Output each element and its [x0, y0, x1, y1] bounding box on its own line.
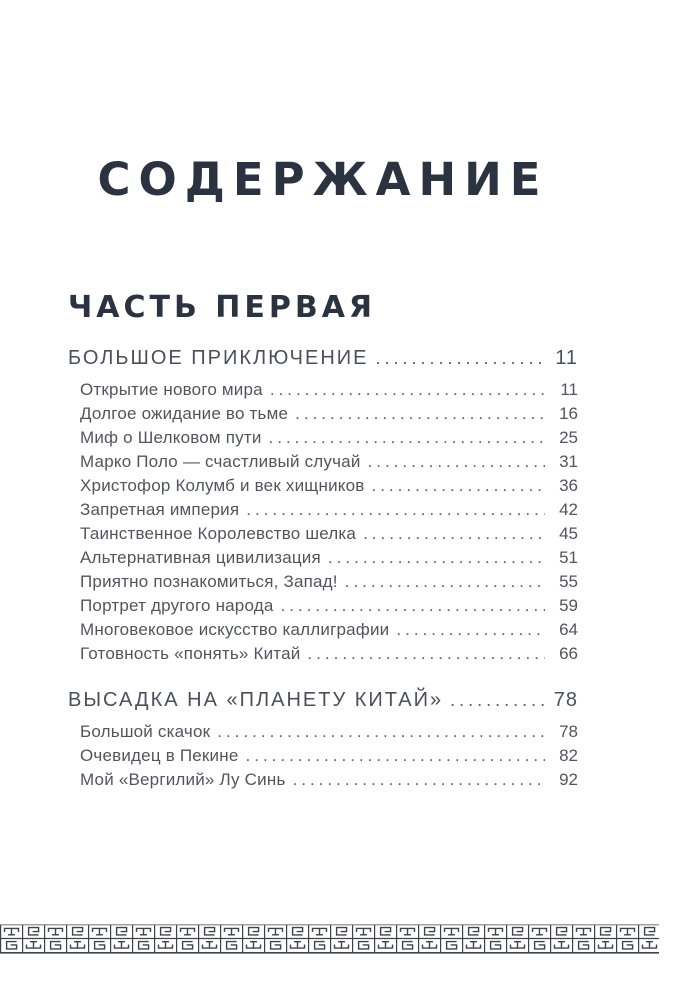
toc-sections	[68, 346, 578, 792]
toc-entry-page-number: 59	[559, 596, 578, 615]
toc-entry-title: Таинственное Королевство шелка	[80, 524, 357, 543]
toc-entry-title: Запретная империя	[80, 500, 240, 519]
toc-entry-row	[68, 570, 578, 594]
chinese-fret-pattern-icon	[0, 924, 659, 955]
dot-leader	[307, 642, 545, 666]
dot-leader	[376, 346, 546, 370]
toc-section-page-number: 78	[553, 689, 578, 711]
toc-entry-title: Приятно познакомиться, Запад!	[80, 572, 338, 591]
dot-leader	[368, 450, 545, 474]
toc-entry-page-number: 55	[559, 572, 578, 591]
dot-leader	[246, 498, 545, 522]
toc-entry-row	[68, 498, 578, 522]
toc-entry-row	[68, 720, 578, 744]
toc-entry-page-number: 64	[559, 620, 578, 639]
page-title: СОДЕРЖАНИЕ	[97, 153, 549, 206]
toc-entry-page-number: 78	[559, 722, 578, 741]
toc-entry-title: Многовековое искусство каллиграфии	[80, 620, 390, 639]
toc-entry-title: Альтернативная цивилизация	[80, 548, 321, 567]
dot-leader	[269, 426, 545, 450]
toc-entry-title: Долгое ожидание во тьме	[80, 404, 289, 423]
toc-entry-title: Готовность «понять» Китай	[80, 644, 301, 663]
toc-section	[68, 688, 578, 792]
toc-entry-row	[68, 546, 578, 570]
toc-entry-title: Большой скачок	[80, 722, 211, 741]
toc-entry-row	[68, 522, 578, 546]
toc-entry-page-number: 16	[559, 404, 578, 423]
toc-entry-row	[68, 642, 578, 666]
toc-entry-row	[68, 618, 578, 642]
dot-leader	[295, 402, 545, 426]
toc-entry-page-number: 82	[559, 746, 578, 765]
toc-entry-title: Марко Поло — счастливый случай	[80, 452, 361, 471]
toc-entry-row	[68, 426, 578, 450]
toc-entry-row	[68, 744, 578, 768]
toc-entry-row	[68, 768, 578, 792]
toc-section-heading-row	[68, 346, 578, 370]
toc-entry-row	[68, 378, 578, 402]
toc-section-heading-row	[68, 688, 578, 712]
dot-leader	[270, 378, 545, 402]
toc-entry-page-number: 31	[559, 452, 578, 471]
toc-entry-page-number: 51	[559, 548, 578, 567]
toc-section-page-number: 11	[555, 347, 578, 369]
toc-entry-page-number: 11	[560, 380, 578, 399]
dot-leader	[363, 522, 545, 546]
toc-entry-page-number: 36	[559, 476, 578, 495]
toc-entry-title: Миф о Шелковом пути	[80, 428, 262, 447]
toc-entry-title: Портрет другого народа	[80, 596, 274, 615]
toc-entry-title: Мой «Вергилий» Лу Синь	[80, 770, 286, 789]
toc-entry-page-number: 25	[559, 428, 578, 447]
toc-entry-title: Христофор Колумб и век хищников	[80, 476, 365, 495]
dot-leader	[281, 594, 545, 618]
toc-entry-page-number: 42	[559, 500, 578, 519]
toc-entry-row	[68, 474, 578, 498]
toc-section	[68, 346, 578, 666]
toc-entry-page-number: 92	[559, 770, 578, 789]
toc-entry-row	[68, 450, 578, 474]
part-heading: ЧАСТЬ ПЕРВАЯ	[68, 289, 377, 325]
toc-entries	[68, 378, 578, 666]
dot-leader	[371, 474, 545, 498]
toc-section-title: ВЫСАДКА НА «ПЛАНЕТУ КИТАЙ»	[68, 689, 444, 711]
toc-entry-title: Очевидец в Пекине	[80, 746, 239, 765]
dot-leader	[345, 570, 545, 594]
toc-section-title: БОЛЬШОЕ ПРИКЛЮЧЕНИЕ	[68, 347, 369, 369]
toc-entry-page-number: 45	[559, 524, 578, 543]
dot-leader	[450, 688, 545, 712]
dot-leader	[217, 720, 545, 744]
toc-entry-row	[68, 402, 578, 426]
toc-entries	[68, 720, 578, 792]
dot-leader	[246, 744, 545, 768]
dot-leader	[396, 618, 545, 642]
dot-leader	[328, 546, 545, 570]
toc-entry-page-number: 66	[559, 644, 578, 663]
dot-leader	[293, 768, 545, 792]
toc-entry-row	[68, 594, 578, 618]
toc-entry-title: Открытие нового мира	[80, 380, 263, 399]
